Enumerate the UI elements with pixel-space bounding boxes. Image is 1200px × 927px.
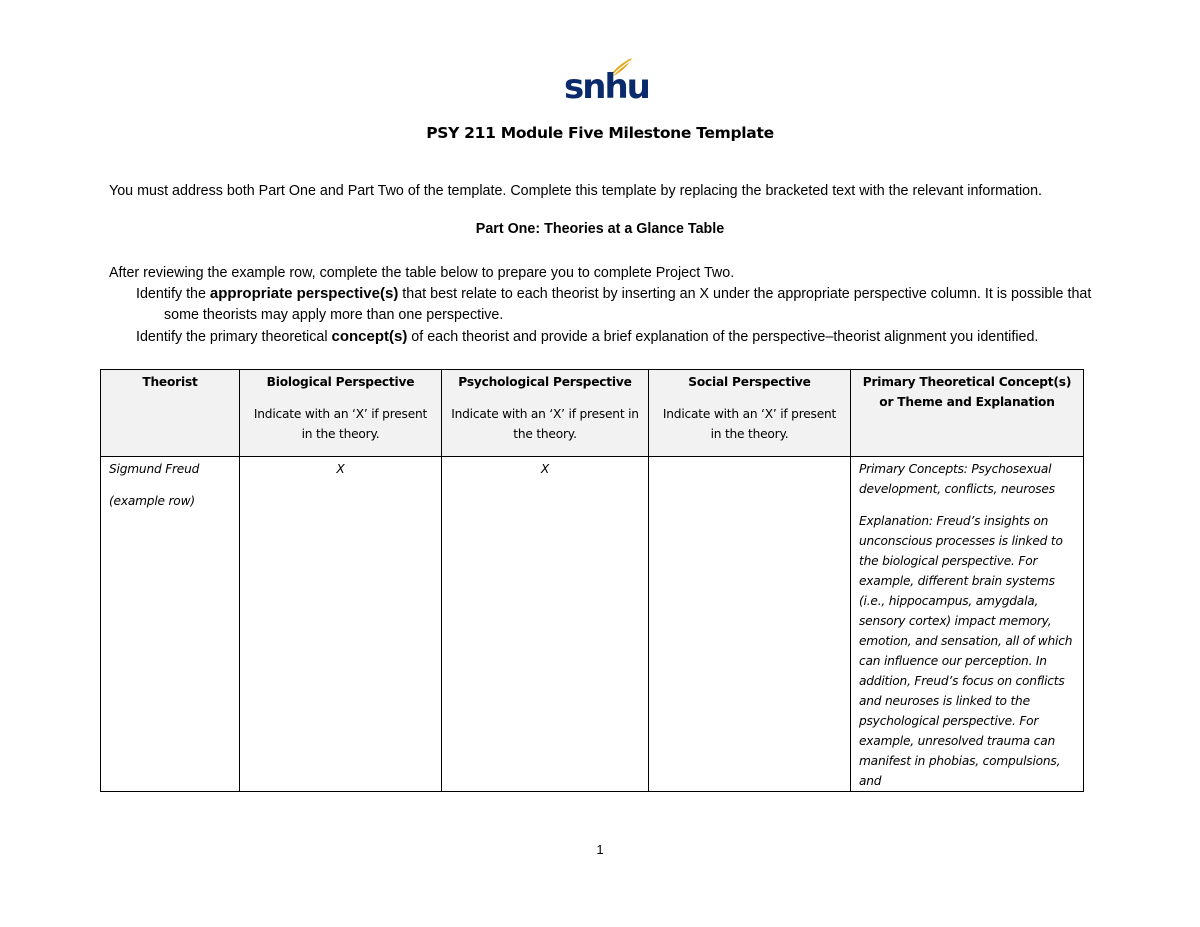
header-concepts — [851, 370, 1084, 457]
cell-concepts[interactable] — [851, 457, 1084, 792]
part-one-heading: Part One: Theories at a Glance Table — [475, 221, 725, 237]
intro-paragraph: You must address both Part One and Part Two of the template. Complete this template by replacing the bracketed text with the relevant information. — [109, 183, 1042, 199]
page-title: PSY 211 Module Five Milestone Template — [426, 124, 774, 142]
cell-social[interactable] — [649, 457, 851, 792]
logo-wordmark: snhu — [564, 67, 649, 107]
header-theorist-title: Theorist — [142, 375, 198, 389]
concepts-text: Primary Concepts: Psychosexual development, conflicts, neuroses — [859, 462, 1055, 496]
cell-biological[interactable]: X — [240, 457, 442, 792]
table-row — [101, 457, 1084, 792]
theorist-name: Sigmund Freud — [109, 462, 200, 476]
header-biological — [240, 370, 442, 457]
instruction-perspective-post: that best relate to each theorist by inserting an X under the appropriate perspective column. It is possible that some theorists may apply more than one perspective. — [164, 286, 1092, 323]
snhu-logo — [560, 56, 649, 108]
instruction-perspective-pre: Identify the — [136, 286, 210, 302]
header-theorist — [101, 370, 240, 457]
instruction-concepts — [136, 326, 1109, 348]
header-concepts-title: Primary Theoretical Concept(s) or Theme and Explanation — [862, 375, 1072, 409]
header-social-sub: Indicate with an ‘X’ if present in the theory. — [662, 407, 837, 441]
theories-table — [100, 369, 1084, 792]
header-social — [649, 370, 851, 457]
cell-psychological[interactable]: X — [442, 457, 649, 792]
table-header-row — [101, 370, 1084, 457]
header-social-title: Social Perspective — [688, 375, 811, 389]
instruction-concepts-pre: Identify the primary theoretical — [136, 329, 332, 345]
explanation-text: Explanation: Freud’s insights on unconscious processes is linked to the biological perspective. For example, different brain systems (i.e., hippocampus, amygdala, sensory cortex) impact memory, emotion, and sensation, all of which can influence our perception. In addition, Freud’s focus on conflicts and neuroses is linked to the psychological perspective. For example, unresolved trauma can manifest in phobias, compulsions, and — [859, 514, 1073, 788]
cell-theorist[interactable] — [101, 457, 240, 792]
header-psychological — [442, 370, 649, 457]
instruction-perspective-emphasis: appropriate perspective(s) — [209, 285, 399, 302]
after-review-text: After reviewing the example row, complete the table below to prepare you to complete Project Two. — [109, 265, 735, 281]
header-psychological-sub: Indicate with an ‘X’ if present in the theory. — [451, 407, 639, 441]
instruction-concepts-post: of each theorist and provide a brief explanation of the perspective–theorist alignment you identified. — [407, 329, 1039, 345]
instruction-perspective — [136, 283, 1109, 326]
header-psychological-title: Psychological Perspective — [458, 375, 632, 389]
page-number: 1 — [596, 842, 604, 857]
instruction-concepts-emphasis: concept(s) — [331, 328, 408, 345]
header-biological-title: Biological Perspective — [266, 375, 415, 389]
theorist-note: (example row) — [109, 494, 195, 508]
header-biological-sub: Indicate with an ‘X’ if present in the theory. — [253, 407, 428, 441]
